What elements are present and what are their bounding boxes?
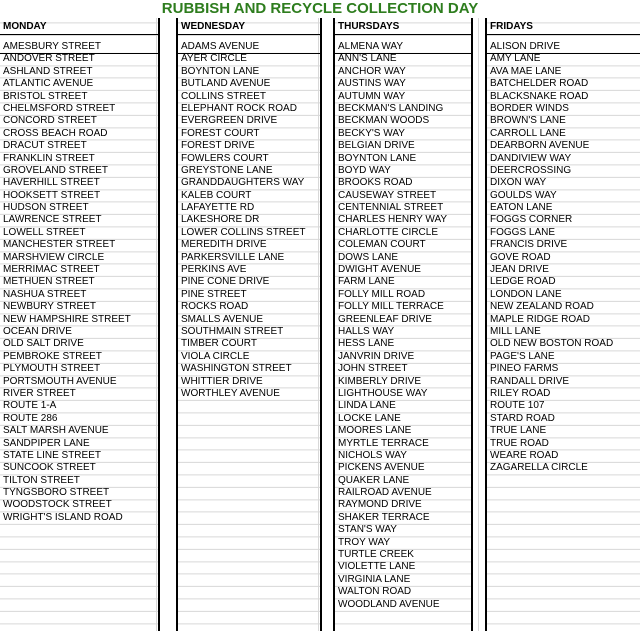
street-item: RAYMOND DRIVE	[338, 499, 422, 511]
street-item: SMALLS AVENUE	[181, 313, 264, 325]
street-item: DEERCROSSING	[490, 164, 572, 176]
street-item: SALT MARSH AVENUE	[3, 425, 109, 437]
column-wednesday	[176, 18, 322, 631]
street-item: FOGGS LANE	[490, 226, 556, 238]
street-item: DIXON WAY	[490, 177, 547, 189]
street-item: WORTHLEY AVENUE	[181, 387, 280, 399]
street-item: BORDER WINDS	[490, 102, 569, 114]
street-item: QUAKER LANE	[338, 474, 410, 486]
street-item: RANDALL DRIVE	[490, 375, 570, 387]
street-item: CAUSEWAY STREET	[338, 189, 437, 201]
street-item: HAVERHILL STREET	[3, 177, 100, 189]
street-item: TRUE LANE	[490, 425, 547, 437]
page-title: RUBBISH AND RECYCLE COLLECTION DAY	[161, 0, 479, 17]
collection-table	[0, 18, 640, 631]
street-item: NEWBURY STREET	[3, 301, 96, 313]
street-item: FARM LANE	[338, 276, 395, 288]
street-item: ALMENA WAY	[338, 41, 404, 52]
street-item: ATLANTIC AVENUE	[3, 78, 94, 90]
street-item: PINEO FARMS	[490, 363, 559, 375]
street-item: ELEPHANT ROCK ROAD	[181, 102, 297, 114]
street-item: AUTUMN WAY	[338, 90, 406, 102]
street-item: ROUTE 107	[490, 400, 545, 412]
street-item: ROUTE 286	[3, 412, 58, 424]
street-item: PEMBROKE STREET	[3, 350, 102, 362]
street-item: HOOKSETT STREET	[3, 189, 101, 201]
street-item: ROCKS ROAD	[181, 301, 249, 313]
column-monday	[0, 18, 160, 631]
street-item: AUSTINS WAY	[338, 78, 406, 90]
street-item: WASHINGTON STREET	[181, 363, 292, 375]
street-item: DOWS LANE	[338, 251, 399, 263]
street-item: RIVER STREET	[3, 387, 76, 399]
street-item: FRANKLIN STREET	[3, 152, 95, 164]
street-list-monday	[0, 41, 158, 524]
street-item: CROSS BEACH ROAD	[3, 127, 108, 139]
street-item: AMY LANE	[490, 53, 541, 65]
street-item: BOYNTON LANE	[181, 65, 260, 77]
street-item: PINE STREET	[181, 288, 247, 300]
street-item: BOYNTON LANE	[338, 152, 417, 164]
street-item: BATCHELDER ROAD	[490, 78, 589, 90]
street-item: BROOKS ROAD	[338, 177, 413, 189]
street-item: ADAMS AVENUE	[181, 41, 260, 52]
street-item: DRACUT STREET	[3, 140, 87, 152]
street-item: PARKERSVILLE LANE	[181, 251, 285, 263]
column-fridays	[485, 18, 640, 631]
street-item: LONDON LANE	[490, 288, 562, 300]
street-item: ALISON DRIVE	[490, 41, 561, 52]
street-item: FOGGS CORNER	[490, 214, 573, 226]
street-item: GROVELAND STREET	[3, 164, 109, 176]
street-item: WEARE ROAD	[490, 449, 559, 461]
street-item: COLEMAN COURT	[338, 239, 426, 251]
street-item: MARSHVIEW CIRCLE	[3, 251, 105, 263]
street-item: ANCHOR WAY	[338, 65, 406, 77]
street-item: WRIGHT'S ISLAND ROAD	[3, 511, 123, 523]
street-item: LOWER COLLINS STREET	[181, 226, 306, 238]
column-header-wednesday: WEDNESDAY	[178, 18, 320, 35]
street-item: TROY WAY	[338, 536, 391, 548]
street-item: CARROLL LANE	[490, 127, 566, 139]
street-item: OCEAN DRIVE	[3, 325, 72, 337]
street-item: SANDPIPER LANE	[3, 437, 90, 449]
street-item: JEAN DRIVE	[490, 264, 549, 276]
street-item: BECKMAN WOODS	[338, 115, 430, 127]
street-item: LOCKE LANE	[338, 412, 401, 424]
street-item: SHAKER TERRACE	[338, 511, 430, 523]
street-item: DEARBORN AVENUE	[490, 140, 590, 152]
street-item: ANN'S LANE	[338, 53, 397, 65]
street-item: PAGE'S LANE	[490, 350, 555, 362]
grid-line	[478, 18, 479, 631]
street-item: BOYD WAY	[338, 164, 391, 176]
street-item: BECKMAN'S LANDING	[338, 102, 444, 114]
street-item: LIGHTHOUSE WAY	[338, 387, 428, 399]
street-item: LEDGE ROAD	[490, 276, 556, 288]
street-item: HESS LANE	[338, 338, 395, 350]
street-item: WHITTIER DRIVE	[181, 375, 263, 387]
street-item: LOWELL STREET	[3, 226, 86, 238]
street-item: SUNCOOK STREET	[3, 462, 96, 474]
street-item: ZAGARELLA CIRCLE	[490, 462, 588, 474]
street-item: EATON LANE	[490, 202, 553, 214]
street-item: TILTON STREET	[3, 474, 80, 486]
street-list-thursdays	[335, 41, 471, 611]
street-item: SOUTHMAIN STREET	[181, 325, 284, 337]
street-item: LINDA LANE	[338, 400, 396, 412]
street-item: STATE LINE STREET	[3, 449, 101, 461]
street-item: ROUTE 1-A	[3, 400, 57, 412]
street-item: HALLS WAY	[338, 325, 395, 337]
street-item: MEREDITH DRIVE	[181, 239, 267, 251]
street-item: KALEB COURT	[181, 189, 252, 201]
street-item: PORTSMOUTH AVENUE	[3, 375, 117, 387]
street-item: GOULDS WAY	[490, 189, 557, 201]
street-item: BRISTOL STREET	[3, 90, 88, 102]
column-header-thursdays: THURSDAYS	[335, 18, 471, 35]
street-item: JANVRIN DRIVE	[338, 350, 415, 362]
street-item: WOODSTOCK STREET	[3, 499, 112, 511]
street-item: LAFAYETTE RD	[181, 202, 255, 214]
street-item: OLD SALT DRIVE	[3, 338, 84, 350]
street-item: BELGIAN DRIVE	[338, 140, 415, 152]
street-item: PLYMOUTH STREET	[3, 363, 101, 375]
street-item: BUTLAND AVENUE	[181, 78, 271, 90]
street-item: PERKINS AVE	[181, 264, 247, 276]
street-item: VIRGINIA LANE	[338, 573, 411, 585]
street-item: FOLLY MILL ROAD	[338, 288, 426, 300]
street-item: LAKESHORE DR	[181, 214, 260, 226]
street-item: GREENLEAF DRIVE	[338, 313, 432, 325]
street-item: NEW ZEALAND ROAD	[490, 301, 594, 313]
street-item: FRANCIS DRIVE	[490, 239, 568, 251]
street-item: FOREST COURT	[181, 127, 260, 139]
street-item: JOHN STREET	[338, 363, 408, 375]
street-list-fridays	[487, 41, 640, 475]
street-item: CHARLES HENRY WAY	[338, 214, 448, 226]
street-item: TRUE ROAD	[490, 437, 549, 449]
street-item: NICHOLS WAY	[338, 449, 407, 461]
street-item: HUDSON STREET	[3, 202, 89, 214]
street-item: BECKY'S WAY	[338, 127, 405, 139]
street-item: GRANDDAUGHTERS WAY	[181, 177, 305, 189]
street-item: RILEY ROAD	[490, 387, 551, 399]
street-item: CHELMSFORD STREET	[3, 102, 116, 114]
column-thursdays	[333, 18, 473, 631]
street-item: WALTON ROAD	[338, 586, 412, 598]
street-item: MOORES LANE	[338, 425, 412, 437]
street-item: VIOLETTE LANE	[338, 561, 416, 573]
street-item: STARD ROAD	[490, 412, 555, 424]
street-item: RAILROAD AVENUE	[338, 487, 432, 499]
street-item: TURTLE CREEK	[338, 549, 414, 561]
street-item: MANCHESTER STREET	[3, 239, 116, 251]
street-item: DWIGHT AVENUE	[338, 264, 421, 276]
street-item: ANDOVER STREET	[3, 53, 95, 65]
street-item: BLACKSNAKE ROAD	[490, 90, 589, 102]
street-item: FOREST DRIVE	[181, 140, 255, 152]
street-item: ASHLAND STREET	[3, 65, 93, 77]
street-item: METHUEN STREET	[3, 276, 95, 288]
street-item: AMESBURY STREET	[3, 41, 101, 52]
street-item: CHARLOTTE CIRCLE	[338, 226, 439, 238]
street-list-wednesday	[178, 41, 320, 400]
street-item: DANDIVIEW WAY	[490, 152, 572, 164]
street-item: PINE CONE DRIVE	[181, 276, 270, 288]
column-header-fridays: FRIDAYS	[487, 18, 640, 35]
street-item: STAN'S WAY	[338, 524, 397, 536]
street-item: BROWN'S LANE	[490, 115, 566, 127]
street-item: TYNGSBORO STREET	[3, 487, 110, 499]
street-item: COLLINS STREET	[181, 90, 267, 102]
street-item: OLD NEW BOSTON ROAD	[490, 338, 614, 350]
street-item: AVA MAE LANE	[490, 65, 562, 77]
street-item: FOWLERS COURT	[181, 152, 269, 164]
street-item: MERRIMAC STREET	[3, 264, 100, 276]
street-item: CONCORD STREET	[3, 115, 97, 127]
street-item: GREYSTONE LANE	[181, 164, 273, 176]
street-item: MAPLE RIDGE ROAD	[490, 313, 591, 325]
street-item: TIMBER COURT	[181, 338, 257, 350]
street-item: MYRTLE TERRACE	[338, 437, 429, 449]
street-item: WOODLAND AVENUE	[338, 598, 440, 610]
street-item: NASHUA STREET	[3, 288, 87, 300]
street-item: CENTENNIAL STREET	[338, 202, 444, 214]
street-item: PICKENS AVENUE	[338, 462, 425, 474]
street-item: GOVE ROAD	[490, 251, 551, 263]
street-item: EVERGREEN DRIVE	[181, 115, 278, 127]
street-item: KIMBERLY DRIVE	[338, 375, 421, 387]
street-item: MILL LANE	[490, 325, 541, 337]
column-header-monday: MONDAY	[0, 18, 158, 35]
street-item: AYER CIRCLE	[181, 53, 247, 65]
street-item: VIOLA CIRCLE	[181, 350, 250, 362]
street-item: NEW HAMPSHIRE STREET	[3, 313, 131, 325]
street-item: LAWRENCE STREET	[3, 214, 102, 226]
street-item: FOLLY MILL TERRACE	[338, 301, 444, 313]
